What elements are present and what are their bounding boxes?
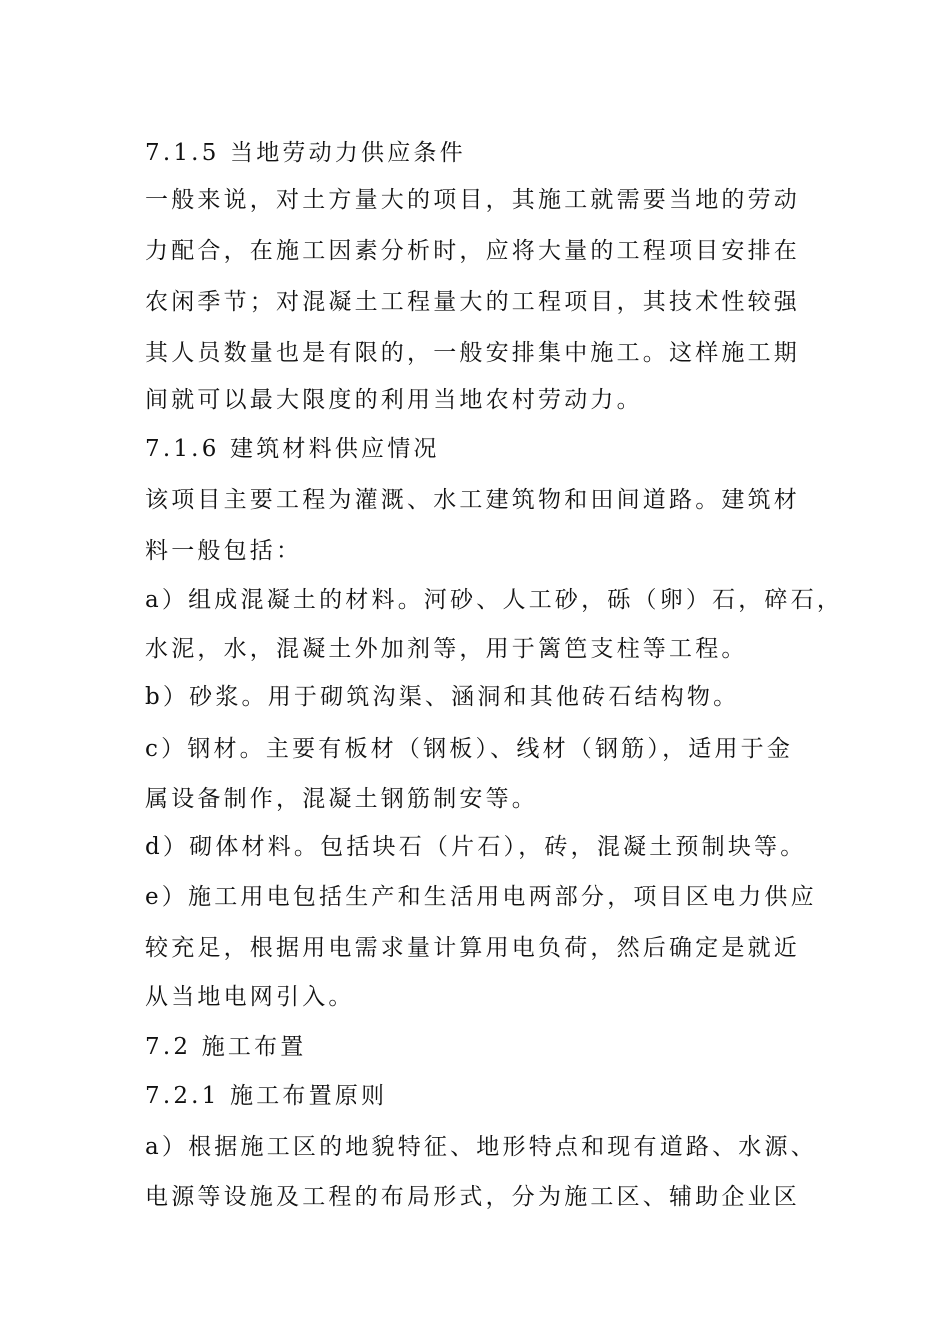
paragraph-line: 料一般包括：: [145, 538, 303, 564]
list-item-a-line: a）组成混凝土的材料。河砂、人工砂，砾（卵）石，碎石，: [145, 587, 844, 613]
list-item-b: b）砂浆。用于砌筑沟渠、涵洞和其他砖石结构物。: [145, 684, 740, 710]
section-heading-7-1-5: 7.1.5 当地劳动力供应条件: [145, 140, 466, 166]
list-item-c-line: 属设备制作，混凝土钢筋制安等。: [145, 786, 538, 812]
list-item-d: d）砌体材料。包括块石（片石），砖，混凝土预制块等。: [145, 834, 807, 860]
section-heading-7-2-1: 7.2.1 施工布置原则: [145, 1083, 388, 1109]
list-item-e-line: e）施工用电包括生产和生活用电两部分，项目区电力供应: [145, 884, 817, 910]
section-heading-7-2: 7.2 施工布置: [145, 1034, 307, 1060]
list-item-c-line: c）钢材。主要有板材（钢板）、线材（钢筋），适用于金: [145, 736, 794, 762]
section-heading-7-1-6: 7.1.6 建筑材料供应情况: [145, 436, 440, 462]
list-item-e-line: 从当地电网引入。: [145, 984, 355, 1010]
paragraph-line: 间就可以最大限度的利用当地农村劳动力。: [145, 387, 643, 413]
list-item-a-line: 水泥，水，混凝土外加剂等，用于篱笆支柱等工程。: [145, 636, 748, 662]
paragraph-line: 该项目主要工程为灌溉、水工建筑物和田间道路。建筑材: [145, 487, 800, 513]
paragraph-line: 农闲季节；对混凝土工程量大的工程项目，其技术性较强: [145, 289, 800, 315]
paragraph-line: 一般来说，对土方量大的项目，其施工就需要当地的劳动: [145, 187, 800, 213]
paragraph-line: 其人员数量也是有限的，一般安排集中施工。这样施工期: [145, 340, 800, 366]
list-item-e-line: 较充足，根据用电需求量计算用电负荷，然后确定是就近: [145, 935, 800, 961]
list-item-a-line: a）根据施工区的地貌特征、地形特点和现有道路、水源、: [145, 1134, 817, 1160]
paragraph-line: 力配合，在施工因素分析时，应将大量的工程项目安排在: [145, 238, 800, 264]
list-item-a-line: 电源等设施及工程的布局形式，分为施工区、辅助企业区: [145, 1184, 800, 1210]
